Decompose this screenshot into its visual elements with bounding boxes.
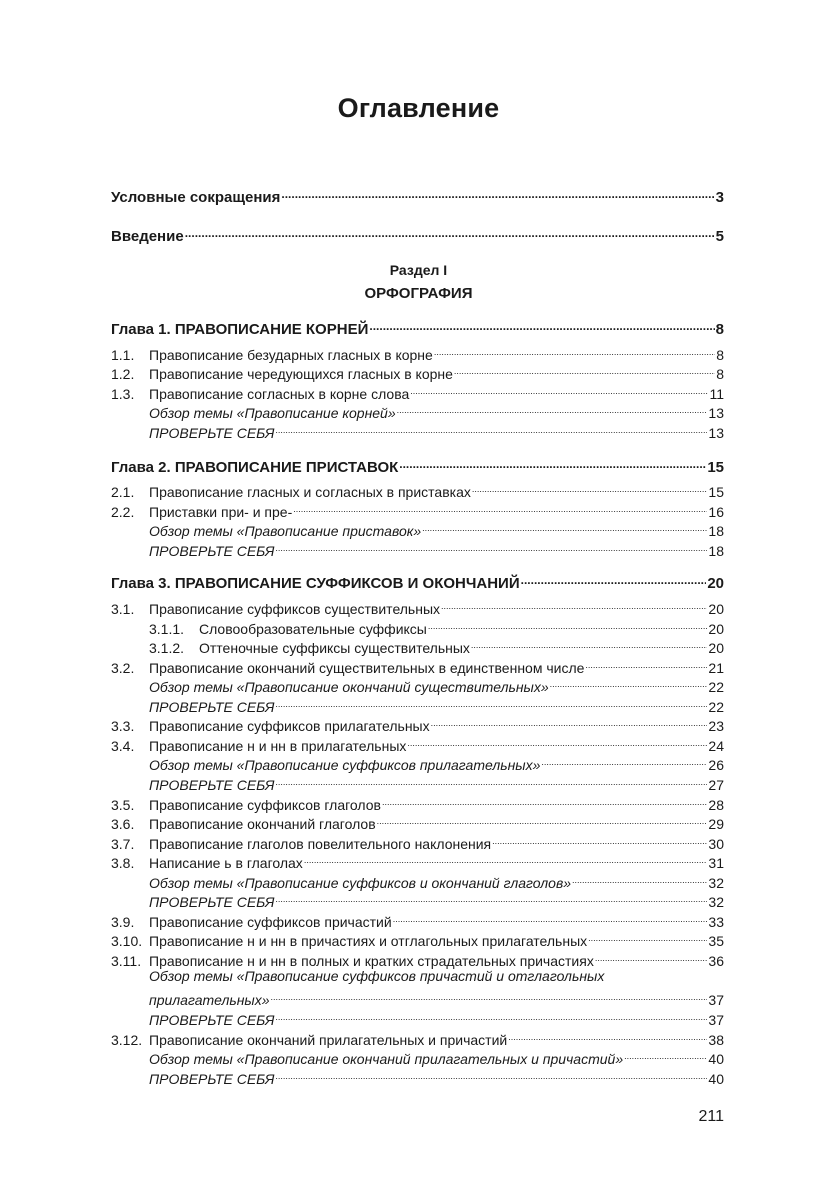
toc-item-label: Правописание суффиксов причастий: [149, 914, 392, 930]
leader-dots: [585, 653, 707, 673]
toc-item-page: 29: [708, 816, 724, 832]
leader-dots: [508, 1025, 707, 1045]
toc-item-page: 35: [708, 933, 724, 949]
toc-item-page: 15: [708, 484, 724, 500]
toc-item-label: Правописание глаголов повелительного наклонения: [149, 836, 492, 852]
toc-item-number: 1.2.: [111, 366, 135, 382]
toc-chapter-2[interactable]: [111, 452, 724, 478]
leader-dots: [275, 1064, 707, 1084]
toc-item-label: Обзор темы «Правописание суффиксов и окончаний глаголов»: [149, 875, 572, 891]
toc-chapter-label: Глава 3. ПРАВОПИСАНИЕ СУФФИКСОВ И ОКОНЧАНИЙ: [111, 575, 520, 592]
toc-item-label: Словообразовательные суффиксы: [199, 621, 427, 637]
toc-item-label: Правописание н и нн в причастиях и отглагольных прилагательных: [149, 933, 588, 949]
toc-self-check[interactable]: [111, 536, 724, 561]
toc-item-label: Правописание окончаний существительных в единственном числе: [149, 660, 585, 676]
toc-item-label: ПРОВЕРЬТЕ СЕБЯ: [149, 894, 275, 910]
toc-item-label: Правописание суффиксов прилагательных: [149, 718, 430, 734]
toc-entry-label: Введение: [111, 228, 184, 245]
toc-item-page: 20: [708, 601, 724, 617]
leader-dots: [185, 221, 715, 241]
toc-item-label: Обзор темы «Правописание суффиксов прилагательных»: [149, 757, 541, 773]
toc-item-number: 3.1.: [111, 601, 135, 617]
leader-dots: [399, 452, 706, 472]
toc-item-number: 3.10.: [111, 933, 143, 949]
leader-dots: [377, 809, 708, 829]
toc-item-label: Правописание чередующихся гласных в корне: [149, 366, 453, 382]
leader-dots: [550, 672, 708, 692]
toc-item-label: Правописание н и нн в прилагательных: [149, 738, 407, 754]
toc-item-number: 3.7.: [111, 836, 135, 852]
toc-item-page: 37: [708, 992, 724, 1008]
toc-item-number: 3.12.: [111, 1032, 143, 1048]
toc-item-page: 13: [708, 425, 724, 441]
leader-dots: [293, 497, 707, 517]
toc-item-number: 3.9.: [111, 914, 135, 930]
toc-item-label: Обзор темы «Правописание приставок»: [149, 523, 422, 539]
toc-item-page: 22: [708, 699, 724, 715]
toc-item-page: 32: [708, 875, 724, 891]
toc-item-label: Обзор темы «Правописание окончаний существительных»: [149, 679, 549, 695]
toc-item-number: 1.3.: [111, 386, 135, 402]
leader-dots: [304, 848, 708, 868]
toc-item-label: Правописание безударных гласных в корне: [149, 347, 433, 363]
toc-item-page: 24: [708, 738, 724, 754]
toc-item-page: 21: [708, 660, 724, 676]
leader-dots: [588, 926, 707, 946]
toc-item-number: 3.11.: [111, 953, 142, 969]
toc-item-label: Обзор темы «Правописание окончаний прилагательных и причастий»: [149, 1051, 624, 1067]
leader-dots: [271, 985, 708, 1005]
leader-dots: [407, 731, 707, 751]
toc-entry-introduction[interactable]: [111, 221, 724, 247]
toc-item-page: 33: [708, 914, 724, 930]
toc-item-page: 36: [708, 953, 724, 969]
toc-item-page: 18: [708, 523, 724, 539]
toc-item-page: 40: [708, 1051, 724, 1067]
toc-item-label: ПРОВЕРЬТЕ СЕБЯ: [149, 1071, 275, 1087]
toc-chapter-page: 8: [715, 321, 724, 338]
leader-dots: [595, 946, 708, 966]
toc-item-page: 20: [708, 640, 724, 656]
leader-dots: [624, 1044, 707, 1064]
leader-dots: [441, 594, 707, 614]
toc-review-line-1[interactable]: [111, 966, 724, 986]
leader-dots: [410, 379, 708, 399]
leader-dots: [541, 750, 707, 770]
toc-chapter-label: Глава 2. ПРАВОПИСАНИЕ ПРИСТАВОК: [111, 459, 399, 476]
toc-entry-label: Условные сокращения: [111, 189, 281, 206]
toc-item-page: 18: [708, 543, 724, 559]
leader-dots: [275, 887, 707, 907]
toc-item-number: 3.3.: [111, 718, 135, 734]
leader-dots: [434, 340, 715, 360]
toc-item-number: 1.1.: [111, 347, 135, 363]
toc-item-label: Написание ь в глаголах: [149, 855, 303, 871]
toc-item-label: Правописание суффиксов глаголов: [149, 797, 381, 813]
toc-item-number: 3.6.: [111, 816, 135, 832]
toc-item-label: Приставки при- и пре-: [149, 504, 293, 520]
toc-item-label: Правописание окончаний глаголов: [149, 816, 376, 832]
toc-entry-page: 3: [715, 189, 724, 206]
toc-item-number: 3.2.: [111, 660, 135, 676]
leader-dots: [275, 418, 707, 438]
toc-item-page: 27: [708, 777, 724, 793]
toc-item-label: ПРОВЕРЬТЕ СЕБЯ: [149, 425, 275, 441]
toc-item-page: 13: [708, 405, 724, 421]
leader-dots: [472, 477, 708, 497]
leader-dots: [382, 790, 707, 810]
toc-item-page: 16: [708, 504, 724, 520]
toc-item-page: 8: [716, 347, 724, 363]
toc-entry-page: 5: [715, 228, 724, 245]
toc-item-page: 31: [708, 855, 724, 871]
leader-dots: [275, 1005, 707, 1025]
toc-item-label: Правописание гласных и согласных в приставках: [149, 484, 471, 500]
toc-self-check[interactable]: [111, 418, 724, 443]
leader-dots: [275, 536, 707, 556]
toc-item-page: 32: [708, 894, 724, 910]
toc-item-label: прилагательных»: [149, 992, 270, 1008]
toc-item-page: 38: [708, 1032, 724, 1048]
leader-dots: [397, 398, 708, 418]
toc-item-number: 3.5.: [111, 797, 135, 813]
toc-item-page: 40: [708, 1071, 724, 1087]
toc-item-page: 23: [708, 718, 724, 734]
toc-item-page: 28: [708, 797, 724, 813]
toc-item-page: 22: [708, 679, 724, 695]
leader-dots: [428, 614, 708, 634]
toc-item-number: 2.2.: [111, 504, 135, 520]
leader-dots: [454, 359, 715, 379]
toc-item-page: 8: [716, 366, 724, 382]
toc-item-label: Правописание суффиксов существительных: [149, 601, 441, 617]
toc-item-label: Правописание н и нн в полных и кратких страдательных причастиях: [149, 953, 594, 969]
toc-item-label: ПРОВЕРЬТЕ СЕБЯ: [149, 543, 275, 559]
toc-item-label: ПРОВЕРЬТЕ СЕБЯ: [149, 1012, 275, 1028]
section-heading-line-1: Раздел I: [389, 262, 448, 278]
toc-item-number: 3.8.: [111, 855, 135, 871]
leader-dots: [369, 314, 714, 334]
leader-dots: [275, 692, 707, 712]
toc-item-page: 37: [708, 1012, 724, 1028]
leader-dots: [471, 633, 708, 653]
leader-dots: [281, 182, 714, 202]
toc-chapter-page: 20: [707, 575, 724, 592]
leader-dots: [572, 868, 707, 888]
toc-item-label: Обзор темы «Правописание суффиксов причастий и отглагольных: [149, 968, 605, 984]
section-heading-line-2: ОРФОГРАФИЯ: [364, 285, 473, 302]
toc-item-number: 3.1.1.: [149, 621, 185, 637]
toc-chapter-page: 15: [707, 459, 724, 476]
toc-chapter-3[interactable]: [111, 568, 724, 594]
toc-item-number: 3.4.: [111, 738, 135, 754]
leader-dots: [492, 829, 707, 849]
leader-dots: [431, 711, 708, 731]
toc-item-label: Правописание согласных в корне слова: [149, 386, 410, 402]
toc-item-label: ПРОВЕРЬТЕ СЕБЯ: [149, 777, 275, 793]
leader-dots: [393, 907, 708, 927]
toc-item-label: Оттеночные суффиксы существительных: [199, 640, 470, 656]
page-title: Оглавление: [337, 93, 500, 123]
toc-entry-abbreviations[interactable]: [111, 182, 724, 208]
toc-item-label: ПРОВЕРЬТЕ СЕБЯ: [149, 699, 275, 715]
toc-item-page: 26: [708, 757, 724, 773]
toc-item-number: 3.1.2.: [149, 640, 185, 656]
toc-item-label: Правописание окончаний прилагательных и причастий: [149, 1032, 508, 1048]
toc-item-page: 30: [708, 836, 724, 852]
toc-chapter-label: Глава 1. ПРАВОПИСАНИЕ КОРНЕЙ: [111, 321, 369, 338]
leader-dots: [275, 770, 707, 790]
toc-item-page: 20: [708, 621, 724, 637]
toc-self-check[interactable]: [111, 1064, 724, 1089]
toc-item-page: 11: [709, 386, 724, 402]
toc-item-label: Обзор темы «Правописание корней»: [149, 405, 396, 421]
toc-item-number: 2.1.: [111, 484, 135, 500]
page-number: 211: [698, 1108, 724, 1125]
toc-chapter-1[interactable]: [111, 314, 724, 340]
leader-dots: [422, 516, 707, 536]
leader-dots: [521, 568, 707, 588]
